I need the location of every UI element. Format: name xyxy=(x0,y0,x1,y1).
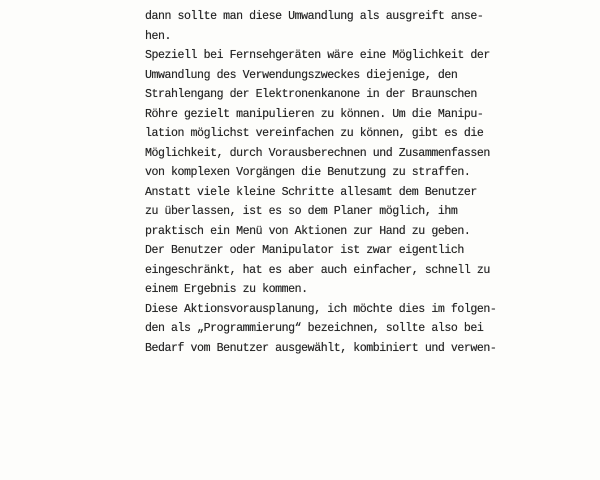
text-line: Bedarf vom Benutzer ausgewählt, kombiniert und verwen- xyxy=(145,341,497,355)
text-line: Diese Aktionsvorausplanung, ich möchte dies im folgen- xyxy=(145,302,497,316)
text-line: dann sollte man diese Umwandlung als ausgreift anse- xyxy=(145,10,484,23)
text-line: von komplexen Vorgängen die Benutzung zu straffen. xyxy=(145,166,471,179)
text-line: den als „Programmierung“ bezeichnen, sollte also bei xyxy=(145,322,484,335)
text-line: zu überlassen, ist es so dem Planer möglich, ihm xyxy=(145,205,458,218)
text-line: Strahlengang der Elektronenkanone in der Braunschen xyxy=(145,88,477,101)
text-line: Röhre gezielt manipulieren zu können. Um die Manipu- xyxy=(145,107,484,121)
text-line: Umwandlung des Verwendungszweckes diejenige, den xyxy=(145,68,458,82)
text-line: lation möglichst vereinfachen zu können, gibt es die xyxy=(145,127,484,140)
text-line: einem Ergebnis zu kommen. xyxy=(145,283,308,296)
text-line: Möglichkeit, durch Vorausberechnen und Zusammenfassen xyxy=(145,146,490,160)
body-text xyxy=(145,7,585,358)
text-line: Speziell bei Fernsehgeräten wäre eine Möglichkeit der xyxy=(145,49,490,62)
text-line: Anstatt viele kleine Schritte allesamt dem Benutzer xyxy=(145,185,477,199)
text-line: praktisch ein Menü von Aktionen zur Hand zu geben. xyxy=(145,224,471,238)
text-line: Der Benutzer oder Manipulator ist zwar eigentlich xyxy=(145,244,464,257)
text-line: eingeschränkt, hat es aber auch einfacher, schnell zu xyxy=(145,263,490,277)
text-line: hen. xyxy=(145,29,172,43)
